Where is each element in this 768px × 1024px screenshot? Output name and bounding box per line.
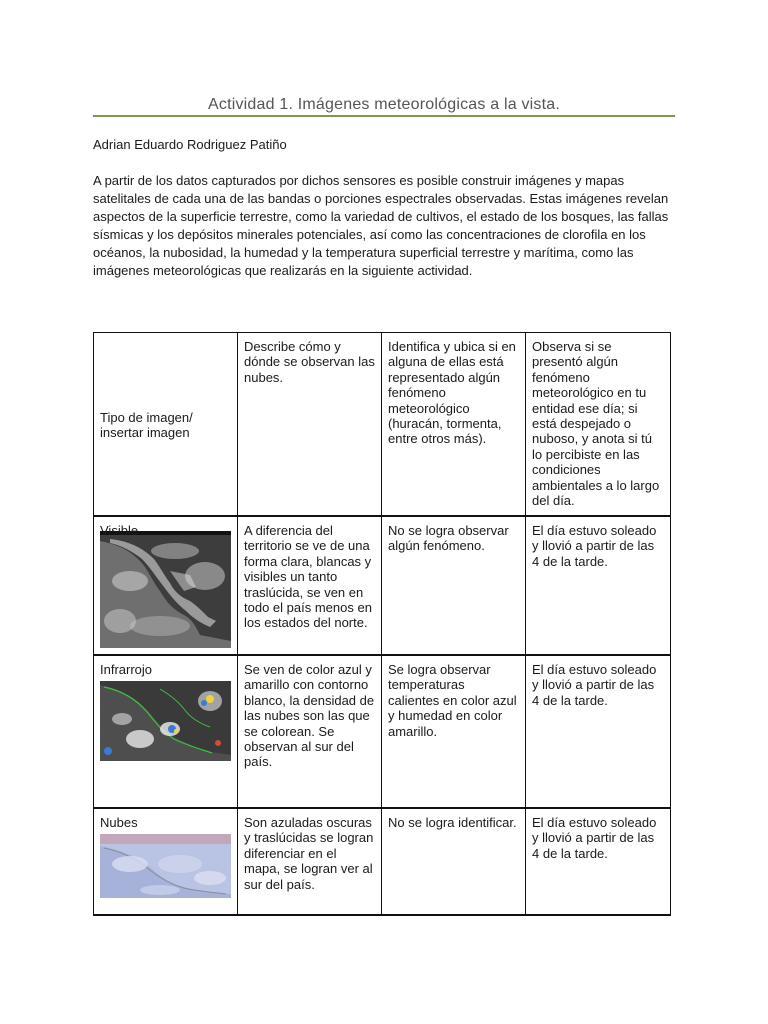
local-conditions: El día estuvo soleado y llovió a partir de las 4 de la tarde. <box>526 808 671 915</box>
title-divider <box>93 115 675 117</box>
table-row <box>94 516 671 655</box>
clouds-satellite-image <box>100 834 231 898</box>
local-conditions: El día estuvo soleado y llovió a partir de las 4 de la tarde. <box>526 516 671 655</box>
header-cell-phenomenon: Identifica y ubica si en alguna de ellas está representado algún fenómeno meteorológico (huracán, tormenta, entre otros más). <box>382 333 526 517</box>
infrared-satellite-image <box>100 681 231 761</box>
document-title: Actividad 1. Imágenes meteorológicas a la vista. <box>208 96 560 113</box>
phenomenon-description: Se logra observar temperaturas calientes en color azul y humedad en color amarillo. <box>382 655 526 808</box>
weather-images-table <box>93 332 671 916</box>
clouds-description: Son azuladas oscuras y traslúcidas se logran diferenciar en el mapa, se logran ver al sur del país. <box>238 808 382 915</box>
table-header-row <box>94 333 671 517</box>
image-cell-visible <box>94 516 238 655</box>
image-type-label: Nubes <box>100 815 138 830</box>
header-text: Tipo de imagen/ insertar imagen <box>100 409 193 440</box>
image-type-label: Visible <box>100 523 139 538</box>
header-cell-clouds: Describe cómo y dónde se observan las nubes. <box>238 333 382 517</box>
intro-paragraph: A partir de los datos capturados por dichos sensores es posible construir imágenes y mapas satelitales de cada una de las bandas o porciones espectrales observadas. Estas imágenes revelan aspectos de la superficie terrestre, como la variedad de cultivos, el estado de los bosques, las fallas sísmicas y los depósitos minerales potenciales, así como las concentraciones de clorofila en los océanos, la nubosidad, la humedad y la temperatura superficial terrestre y marítima, como las imágenes meteorológicas que realizarás en la siguiente actividad. <box>93 173 669 278</box>
clouds-description: A diferencia del territorio se ve de una forma clara, blancas y visibles un tanto traslúcida, se ven en todo el país menos en los estados del norte. <box>238 516 382 655</box>
clouds-description: Se ven de color azul y amarillo con contorno blanco, la densidad de las nubes son las que se colorean. Se observan al sur del país. <box>238 655 382 808</box>
table-row <box>94 655 671 808</box>
phenomenon-description: No se logra identificar. <box>382 808 526 915</box>
table-row <box>94 808 671 915</box>
image-type-label: Infrarrojo <box>100 662 153 677</box>
phenomenon-description: No se logra observar algún fenómeno. <box>382 516 526 655</box>
image-cell-infrared <box>94 655 238 808</box>
author-name: Adrian Eduardo Rodriguez Patiño <box>93 137 287 152</box>
header-cell-local: Observa si se presentó algún fenómeno meteorológico en tu entidad ese día; si está despejado o nuboso, y anota si tú lo percibiste en las condiciones ambientales a lo largo del día. <box>526 333 671 517</box>
local-conditions: El día estuvo soleado y llovió a partir de las 4 de la tarde. <box>526 655 671 808</box>
visible-satellite-image <box>100 531 231 648</box>
image-cell-clouds <box>94 808 238 915</box>
header-cell-image-type <box>94 333 238 517</box>
